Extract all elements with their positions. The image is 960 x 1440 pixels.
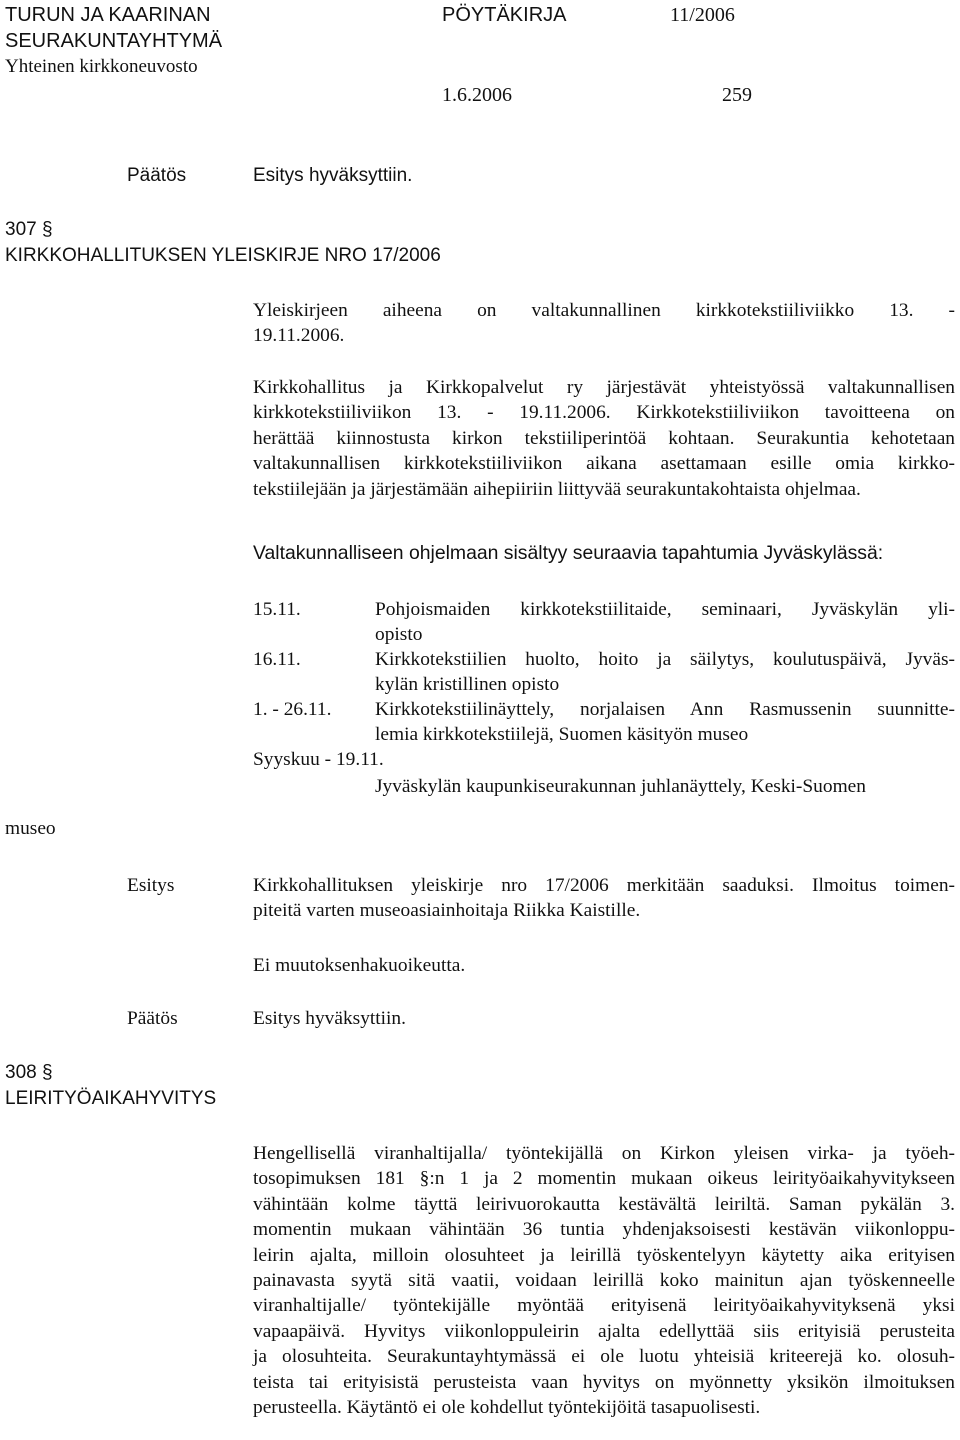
text-line: lemia kirkkotekstiilejä, Suomen käsityön museo [375, 724, 749, 745]
event-date: 16.11. [253, 649, 301, 670]
text-line: tekstiilejään ja järjestämään aihepiiriin liittyvää seurakuntakohtaista ohjelmaa. [253, 478, 861, 500]
text-line: momentin mukaan vähintään 36 tuntia yhdenjaksoisesti kestävän viikonloppu- [253, 1219, 955, 1241]
text-line: painavasta syytä sitä vaatii, voidaan leirillä koko mainitun ajan työskenneelle [253, 1270, 955, 1292]
text-line: valtakunnallisen kirkkotekstiiliviikon aikana asettamaan esille omia kirkko- [253, 453, 955, 475]
text-line: Kirkkotekstiilien huolto, hoito ja säilytys, koulutuspäivä, Jyväs- [375, 649, 955, 670]
text-line: kirkkotekstiiliviikon 13. - 19.11.2006. Kirkkotekstiiliviikon tavoitteena on [253, 402, 955, 424]
event-date: 1. - 26.11. [253, 699, 332, 720]
event-description-overflow: museo [5, 818, 56, 839]
text-line: vähintään kolme täyttä leirivuorokautta kestävältä leiriltä. Saman pykälän 3. [253, 1193, 955, 1215]
text-line: opisto [375, 624, 423, 645]
org-name-line1: TURUN JA KAARINAN [5, 4, 211, 26]
text-line: tosopimuksen 181 §:n 1 ja 2 momentin mukaan oikeus leirityöaikahyvitykseen [253, 1168, 955, 1190]
event-date: 15.11. [253, 599, 301, 620]
section-307-paragraph-2 [253, 375, 955, 502]
text-line: leirin ajalta, milloin olosuhteet ja leirillä työskentelyyn käytetty aika erityisen [253, 1244, 955, 1266]
document-type: PÖYTÄKIRJA [442, 4, 567, 26]
text-line: herättää kiinnostusta kirkon tekstiiliperintöä kohtaan. Seurakuntia kehotetaan [253, 427, 955, 449]
no-appeal-note: Ei muutoksenhakuoikeutta. [253, 955, 466, 976]
section-308-number: 308 § [5, 1062, 53, 1083]
text-line: Kirkkohallituksen yleiskirje nro 17/2006 merkitään saaduksi. Ilmoitus toimen- [253, 875, 955, 896]
text-line: piteitä varten museoasiainhoitaja Riikka Kaistille. [253, 900, 641, 921]
section-307-paragraph-1 [253, 298, 955, 349]
text-line: viranhaltijalle/ työntekijälle myöntää erityisenä leirityöaikahyvityksenä yksi [253, 1295, 955, 1317]
text-line: Kirkkohallitus ja Kirkkopalvelut ry järjestävät yhteistyössä valtakunnallisen [253, 377, 955, 398]
decision-text-top: Esitys hyväksyttiin. [253, 165, 413, 186]
event-description: Jyväskylän kaupunkiseurakunnan juhlanäyttely, Keski-Suomen [375, 776, 866, 797]
org-name-line2: SEURAKUNTAYHTYMÄ [5, 30, 223, 52]
decision-text: Esitys hyväksyttiin. [253, 1008, 406, 1029]
text-line: Hengellisellä viranhaltijalla/ työntekijällä on Kirkon yleisen virka- ja työeh- [253, 1143, 955, 1164]
decision-label-top: Päätös [127, 165, 187, 186]
org-name-line3: Yhteinen kirkkoneuvosto [5, 56, 198, 77]
section-308-paragraph [253, 1141, 955, 1420]
text-line: perusteella. Käytäntö ei ole kohdellut työntekijöitä tasapuolisesti. [253, 1397, 761, 1419]
decision-label: Päätös [127, 1008, 178, 1029]
text-line: kylän kristillinen opisto [375, 674, 560, 695]
event-description [375, 647, 955, 697]
event-date: Syyskuu - 19.11. [253, 749, 384, 770]
text-line: 19.11.2006. [253, 325, 345, 347]
section-307-paragraph-3: Valtakunnalliseen ohjelmaan sisältyy seuraavia tapahtumia Jyväskylässä: [253, 542, 884, 564]
section-307-number: 307 § [5, 219, 53, 240]
document-number: 11/2006 [670, 4, 735, 26]
section-308-title: LEIRITYÖAIKAHYVITYS [5, 1088, 217, 1109]
text-line: Kirkkotekstiilinäyttely, norjalaisen Ann Rasmussenin suunnitte- [375, 699, 955, 720]
text-line: Pohjoismaiden kirkkotekstiilitaide, seminaari, Jyväskylän yli- [375, 599, 955, 620]
text-line: ja olosuhteita. Seurakuntayhtymässä ei ole luotu yhteisiä kriteerejä ko. olosuh- [253, 1346, 955, 1368]
section-307-title: KIRKKOHALLITUKSEN YLEISKIRJE NRO 17/2006 [5, 245, 441, 266]
proposal-text [253, 873, 955, 923]
text-line: Yleiskirjeen aiheena on valtakunnallinen kirkkotekstiiliviikko 13. - [253, 300, 955, 321]
text-line: vapaapäivä. Hyvitys viikonloppuleirin ajalta edellyttää siis erityisiä perusteita [253, 1320, 955, 1342]
meeting-date: 1.6.2006 [442, 84, 512, 106]
text-line: teista tai erityisistä perusteista vaan hyvitys on myönnetty yksikön ilmoituksen [253, 1371, 955, 1393]
event-description [375, 597, 955, 647]
proposal-label: Esitys [127, 875, 175, 896]
page-number: 259 [722, 84, 752, 106]
event-description [375, 697, 955, 747]
